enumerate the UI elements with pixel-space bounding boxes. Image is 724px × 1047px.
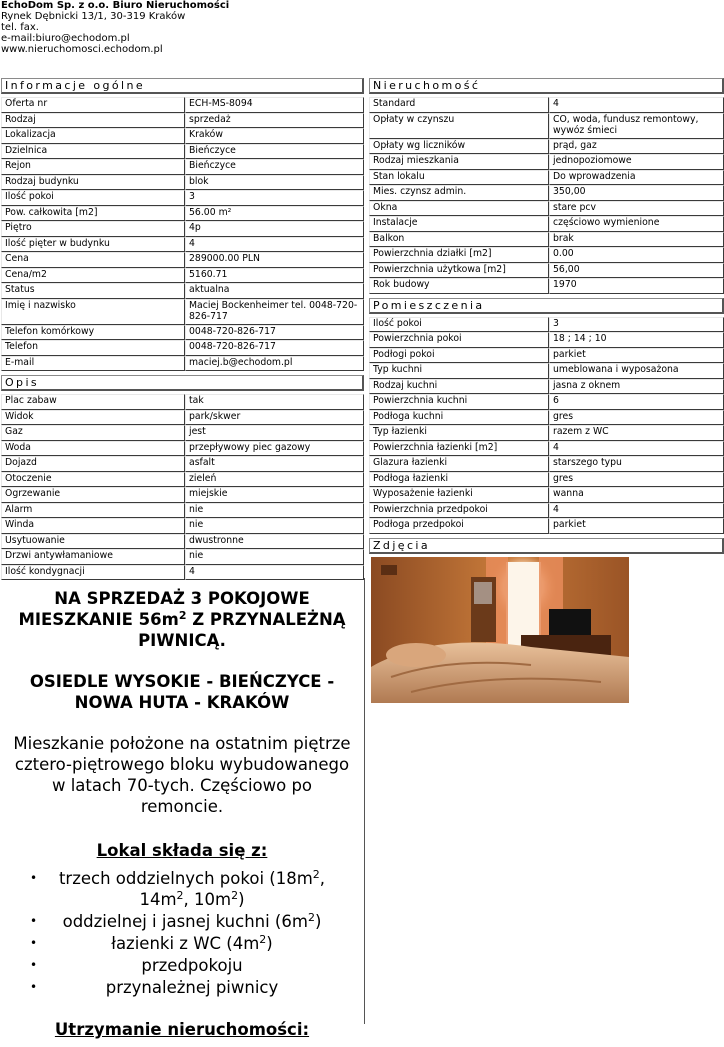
field-label: Powierzchnia pokoi [369,332,549,348]
table-row [369,113,724,139]
list-item: • oddzielnej i jasnej kuchni $(6m^2)$ [30,911,322,931]
table-row [369,216,724,232]
table-row [1,456,364,472]
field-label: Typ łazienki [369,425,549,441]
field-label: Powierzchnia działki [m2] [369,247,549,263]
field-label: Glazura łazienki [369,456,549,472]
table-row [369,363,724,379]
table-row [1,565,364,581]
field-value: parkiet [549,348,724,364]
table-row [369,317,724,333]
field-value: 6 [549,394,724,410]
table-row [1,410,364,426]
field-label: Podłogi pokoi [369,348,549,364]
table-row [369,201,724,217]
field-label: Status [1,283,185,299]
field-label: Cena [1,252,185,268]
property-table [369,97,724,294]
field-value: nie [185,503,364,519]
table-row [1,534,364,550]
table-row [1,503,364,519]
field-value: blok [185,175,364,191]
table-row [1,144,364,160]
field-value: tak [185,394,364,410]
field-value: umeblowana i wyposażona [549,363,724,379]
table-row [1,97,364,113]
field-label: Rodzaj budynku [1,175,185,191]
table-row [1,441,364,457]
list-item: • trzech oddzielnych pokoi ($18m^2$, $14m^2$, $10m^2$) [30,868,326,909]
field-value: 5160.71 [185,268,364,284]
field-label: Pow. całkowita [m2] [1,206,185,222]
agency-name: EchoDom Sp. z o.o. Biuro Nieruchomości [1,0,230,11]
field-value: parkiet [549,518,724,534]
field-value: brak [549,232,724,248]
field-label: Typ kuchni [369,363,549,379]
section-header-rooms: Pomieszczenia [369,298,724,314]
field-value: wanna [549,487,724,503]
left-column [1,78,364,580]
table-row [1,299,364,325]
table-row [1,283,364,299]
table-row [369,232,724,248]
field-value: jasna z oknem [549,379,724,395]
column-divider [364,578,365,1024]
field-value: jednopoziomowe [549,154,724,170]
field-value: asfalt [185,456,364,472]
agency-website[interactable]: www.nieruchomosci.echodom.pl [1,44,163,55]
field-value: nie [185,518,364,534]
field-label: Powierzchnia łazienki [m2] [369,441,549,457]
field-label: Rok budowy [369,278,549,294]
table-row [369,410,724,426]
field-label: Standard [369,97,549,113]
field-label: Woda [1,441,185,457]
field-value: 4 [549,503,724,519]
table-row [369,97,724,113]
agency-header [1,0,229,55]
table-row [369,348,724,364]
agency-address: Rynek Dębnicki 13/1, 30-319 Kraków [1,11,186,22]
table-row [1,425,364,441]
field-value: 3 [185,190,364,206]
field-value: aktualna [185,283,364,299]
field-value: 4 [185,565,364,581]
field-value: gres [549,472,724,488]
field-value: 0048-720-826-717 [185,340,364,356]
field-label: Opłaty wg liczników [369,139,549,155]
table-row [1,237,364,253]
table-row [369,503,724,519]
table-row [369,472,724,488]
field-label: Telefon komórkowy [1,325,185,341]
section-header-photos: Zdjęcia [369,538,724,554]
field-value: przepływowy piec gazowy [185,441,364,457]
field-value: prąd, gaz [549,139,724,155]
field-label: Imię i nazwisko [1,299,185,325]
section-header-property: Nieruchomość [369,78,724,94]
description-paragraph: Mieszkanie położone na ostatnim piętrze cztero-piętrowego bloku wybudowanego w latach 70-tych. Częściowo po remoncie. [13,734,351,816]
field-label: Podłoga przedpokoi [369,518,549,534]
table-row [369,379,724,395]
table-row [369,456,724,472]
field-value: gres [549,410,724,426]
table-row [369,487,724,503]
field-label: Alarm [1,503,185,519]
table-row [1,518,364,534]
field-value: 18 ; 14 ; 10 [549,332,724,348]
field-label: Ilość pokoi [1,190,185,206]
section-header-opis: Opis [1,375,364,391]
field-label: E-mail [1,356,185,372]
field-label: Podłoga kuchni [369,410,549,426]
field-label: Rodzaj kuchni [369,379,549,395]
field-label: Opłaty w czynszu [369,113,549,139]
field-value: 289000.00 PLN [185,252,364,268]
field-value: 4 [549,97,724,113]
field-value: 0048-720-826-717 [185,325,364,341]
field-value: maciej.b@echodom.pl [185,356,364,372]
field-value: 56,00 [549,263,724,279]
table-row [369,170,724,186]
table-row [1,549,364,565]
field-value: 4 [185,237,364,253]
field-label: Dzielnica [1,144,185,160]
apartment-photo[interactable] [371,557,629,703]
field-value: Bieńczyce [185,144,364,160]
field-value: 1970 [549,278,724,294]
field-label: Balkon [369,232,549,248]
field-label: Lokalizacja [1,128,185,144]
maintenance-title: Utrzymanie nieruchomości: [54,1020,310,1039]
field-value: 56.00 m² [185,206,364,222]
field-value: częściowo wymienione [549,216,724,232]
table-row [1,394,364,410]
field-value: starszego typu [549,456,724,472]
general-info-table [1,97,364,371]
field-label: Plac zabaw [1,394,185,410]
bedroom-photo-image [371,557,629,703]
offer-description [0,588,364,1047]
field-value: stare pcv [549,201,724,217]
field-value: dwustronne [185,534,364,550]
table-row [369,332,724,348]
right-column [369,78,724,703]
table-row [369,278,724,294]
field-label: Podłoga łazienki [369,472,549,488]
table-row [369,139,724,155]
headline-offer: NA SPRZEDAŻ 3 POKOJOWE MIESZKANIE $56m^2$ Z PRZYNALEŻNĄ PIWNICĄ. [18,589,346,650]
field-value: Do wprowadzenia [549,170,724,186]
list-item: • łazienki z WC $(4m^2)$ [30,933,273,953]
field-label: Oferta nr [1,97,185,113]
agency-email: e-mail:biuro@echodom.pl [1,33,130,44]
field-value: 350,00 [549,185,724,201]
field-label: Winda [1,518,185,534]
table-row [1,268,364,284]
table-row [369,518,724,534]
table-row [1,325,364,341]
table-row [1,356,364,372]
field-label: Widok [1,410,185,426]
table-row [369,425,724,441]
field-value: miejskie [185,487,364,503]
field-label: Ogrzewanie [1,487,185,503]
field-label: Powierzchnia przedpokoi [369,503,549,519]
table-row [1,340,364,356]
table-row [1,221,364,237]
field-label: Drzwi antywłamaniowe [1,549,185,565]
field-label: Otoczenie [1,472,185,488]
field-label: Powierzchnia kuchni [369,394,549,410]
field-value: nie [185,549,364,565]
field-label: Telefon [1,340,185,356]
field-value: razem z WC [549,425,724,441]
headline-location: OSIEDLE WYSOKIE - BIEŃCZYCE - NOWA HUTA - KRAKÓW [29,672,335,712]
table-row [1,472,364,488]
field-label: Usytuowanie [1,534,185,550]
table-row [1,175,364,191]
layout-list-title: Lokal składa się z: [96,841,268,860]
field-value: 4p [185,221,364,237]
field-label: Rodzaj mieszkania [369,154,549,170]
table-row [1,252,364,268]
list-item: • przynależnej piwnicy [30,978,279,997]
field-value: 4 [549,441,724,457]
field-value: CO, woda, fundusz remontowy, wywóz śmieci [549,113,724,139]
agency-fax: tel. fax. [1,22,39,33]
table-row [1,206,364,222]
field-value: sprzedaż [185,113,364,129]
field-value: Maciej Bockenheimer tel. 0048-720-826-717 [185,299,364,325]
rooms-table [369,317,724,534]
table-row [369,247,724,263]
field-value: jest [185,425,364,441]
field-value: zieleń [185,472,364,488]
field-label: Ilość pokoi [369,317,549,333]
table-row [369,441,724,457]
list-item: • przedpokoju [30,956,243,975]
description-features-table [1,394,364,580]
field-value: park/skwer [185,410,364,426]
table-row [1,113,364,129]
section-header-general: Informacje ogólne [1,78,364,94]
field-value: Kraków [185,128,364,144]
field-label: Ilość pięter w budynku [1,237,185,253]
field-label: Piętro [1,221,185,237]
table-row [369,154,724,170]
field-label: Instalacje [369,216,549,232]
table-row [369,394,724,410]
field-label: Stan lokalu [369,170,549,186]
field-label: Rodzaj [1,113,185,129]
field-label: Rejon [1,159,185,175]
field-label: Ilość kondygnacji [1,565,185,581]
field-value: ECH-MS-8094 [185,97,364,113]
field-label: Mies. czynsz admin. [369,185,549,201]
layout-list [0,868,364,998]
table-row [1,190,364,206]
field-label: Powierzchnia użytkowa [m2] [369,263,549,279]
field-label: Gaz [1,425,185,441]
field-label: Okna [369,201,549,217]
table-row [1,487,364,503]
field-label: Dojazd [1,456,185,472]
field-label: Cena/m2 [1,268,185,284]
field-value: 3 [549,317,724,333]
field-value: Bieńczyce [185,159,364,175]
field-value: 0.00 [549,247,724,263]
table-row [1,128,364,144]
table-row [1,159,364,175]
field-label: Wyposażenie łazienki [369,487,549,503]
table-row [369,263,724,279]
table-row [369,185,724,201]
